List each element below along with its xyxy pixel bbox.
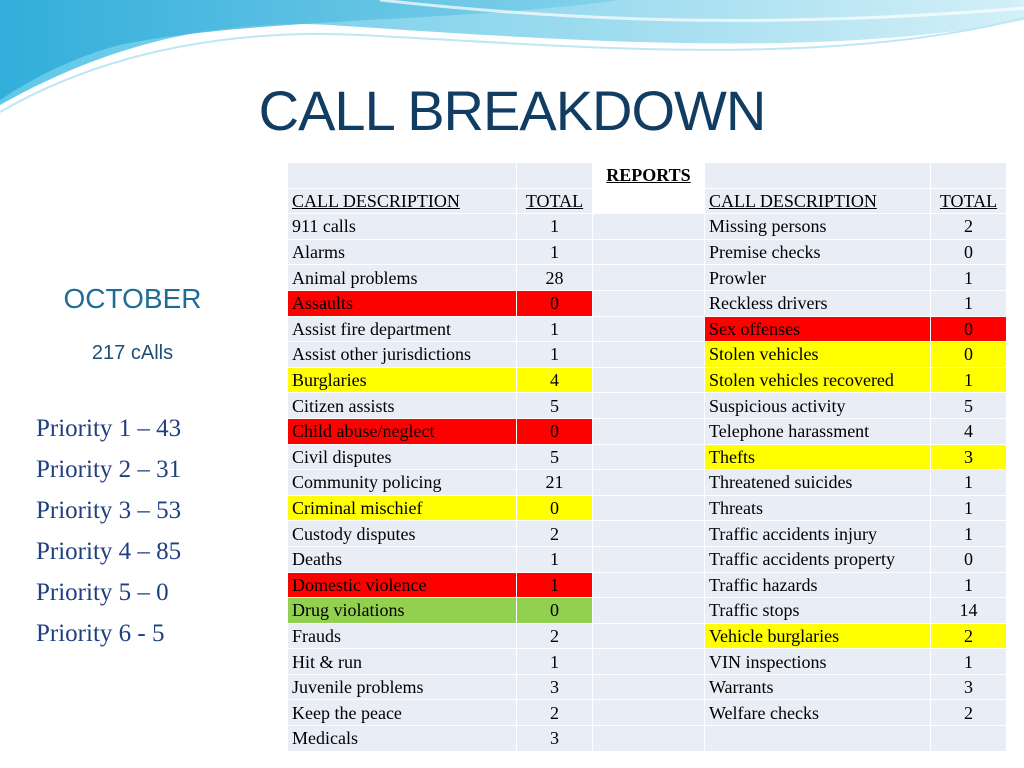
spacer-cell [593,700,705,726]
call-description-cell: Traffic hazards [705,572,931,598]
table-row [288,495,1007,521]
call-description-cell: Stolen vehicles [705,342,931,368]
call-total-cell: 0 [931,316,1007,342]
table-row [288,700,1007,726]
spacer-cell [593,623,705,649]
table-row [288,393,1007,419]
call-description-cell: Juvenile problems [288,674,517,700]
table-row [288,239,1007,265]
table-row [288,214,1007,240]
spacer-cell [593,342,705,368]
table-row [288,418,1007,444]
call-total-cell: 1 [517,214,593,240]
call-description-cell: Reckless drivers [705,290,931,316]
call-total-cell: 1 [931,265,1007,291]
call-total-cell: 2 [517,700,593,726]
table-row [288,367,1007,393]
call-description-cell: Domestic violence [288,572,517,598]
call-total-cell: 4 [931,418,1007,444]
call-total-cell: 0 [517,418,593,444]
call-description-cell: Child abuse/neglect [288,418,517,444]
call-total-cell: 2 [517,521,593,547]
call-total-cell: 2 [931,700,1007,726]
blank-cell [288,163,517,189]
spacer-cell [593,316,705,342]
call-description-cell: Threats [705,495,931,521]
call-total-cell: 2 [931,623,1007,649]
spacer-cell [593,239,705,265]
call-total-cell: 2 [517,623,593,649]
call-total-cell: 3 [517,674,593,700]
blank-cell [931,163,1007,189]
call-total-cell: 1 [931,470,1007,496]
call-description-cell: Criminal mischief [288,495,517,521]
table-row [288,444,1007,470]
call-total-cell [931,726,1007,752]
call-total-cell: 1 [931,367,1007,393]
call-description-cell: Deaths [288,546,517,572]
table-row [288,726,1007,752]
priority-item: Priority 3 – 53 [36,497,182,524]
spacer-cell [593,265,705,291]
priority-item: Priority 1 – 43 [36,415,182,442]
call-description-cell: Thefts [705,444,931,470]
spacer-cell [593,367,705,393]
table-row [288,598,1007,624]
blank-cell [517,163,593,189]
call-description-cell: Assist other jurisdictions [288,342,517,368]
table-row [288,290,1007,316]
spacer-cell [593,290,705,316]
spacer-cell [593,470,705,496]
call-description-cell: Custody disputes [288,521,517,547]
spacer-cell [593,214,705,240]
call-description-cell: Hit & run [288,649,517,675]
call-total-cell: 1 [931,649,1007,675]
call-description-cell: Threatened suicides [705,470,931,496]
call-total-cell: 3 [931,444,1007,470]
spacer-cell [593,674,705,700]
month-label: OCTOBER [63,283,202,314]
table-row [288,265,1007,291]
table-row [288,546,1007,572]
call-total-cell: 1 [517,649,593,675]
call-total-cell: 3 [931,674,1007,700]
call-description-cell: Keep the peace [288,700,517,726]
table-row [288,316,1007,342]
call-description-cell: Suspicious activity [705,393,931,419]
table-title-row [288,163,1007,189]
call-total-cell: 5 [517,444,593,470]
call-description-cell: Citizen assists [288,393,517,419]
table-row [288,521,1007,547]
call-total-cell: 1 [931,290,1007,316]
call-total-cell: 21 [517,470,593,496]
table-row [288,674,1007,700]
call-total-cell: 1 [517,316,593,342]
call-description-cell: Traffic accidents property [705,546,931,572]
call-total-cell: 1 [931,521,1007,547]
call-total-cell: 28 [517,265,593,291]
reports-heading: REPORTS [593,163,705,189]
call-total-cell: 1 [931,495,1007,521]
call-total-cell: 5 [517,393,593,419]
call-description-cell: Community policing [288,470,517,496]
spacer-cell [593,521,705,547]
spacer-cell [593,495,705,521]
call-total-cell: 2 [931,214,1007,240]
call-total-cell: 0 [931,342,1007,368]
call-total-cell: 0 [517,495,593,521]
spacer-cell [593,188,705,214]
total-calls-label: 217 cAlls [91,342,174,364]
blank-cell [705,163,931,189]
call-description-cell: Burglaries [288,367,517,393]
call-total-cell: 4 [517,367,593,393]
table-row [288,649,1007,675]
call-total-cell: 5 [931,393,1007,419]
call-description-cell: Medicals [288,726,517,752]
call-description-cell: Stolen vehicles recovered [705,367,931,393]
table-row [288,342,1007,368]
column-header-total: TOTAL [931,188,1007,214]
spacer-cell [593,546,705,572]
table-row [288,623,1007,649]
priority-item: Priority 5 – 0 [36,579,169,606]
call-total-cell: 14 [931,598,1007,624]
call-description-cell: Frauds [288,623,517,649]
spacer-cell [593,444,705,470]
column-header-description: CALL DESCRIPTION [705,188,931,214]
priority-list [36,412,181,658]
priority-item: Priority 4 – 85 [36,538,182,565]
call-description-cell: Alarms [288,239,517,265]
call-total-cell: 0 [931,239,1007,265]
call-description-cell: Traffic accidents injury [705,521,931,547]
call-total-cell: 0 [931,546,1007,572]
table-row [288,572,1007,598]
call-total-cell: 1 [517,546,593,572]
spacer-cell [593,393,705,419]
call-description-cell: 911 calls [288,214,517,240]
call-total-cell: 1 [931,572,1007,598]
call-description-cell: Drug violations [288,598,517,624]
spacer-cell [593,598,705,624]
call-description-cell: Telephone harassment [705,418,931,444]
call-description-cell: Assist fire department [288,316,517,342]
call-description-cell: Prowler [705,265,931,291]
call-description-cell: Welfare checks [705,700,931,726]
spacer-cell [593,418,705,444]
spacer-cell [593,649,705,675]
call-total-cell: 3 [517,726,593,752]
call-description-cell: VIN inspections [705,649,931,675]
call-description-cell: Traffic stops [705,598,931,624]
call-description-cell: Vehicle burglaries [705,623,931,649]
call-description-cell: Assaults [288,290,517,316]
priority-item: Priority 2 – 31 [36,456,182,483]
call-total-cell: 1 [517,572,593,598]
call-description-cell: Sex offenses [705,316,931,342]
table-header-row [288,188,1007,214]
call-breakdown-table [287,162,1007,752]
column-header-total: TOTAL [517,188,593,214]
call-description-cell: Premise checks [705,239,931,265]
call-total-cell: 0 [517,598,593,624]
call-total-cell: 1 [517,239,593,265]
call-description-cell: Warrants [705,674,931,700]
call-description-cell: Missing persons [705,214,931,240]
call-total-cell: 1 [517,342,593,368]
slide-title: CALL BREAKDOWN [258,79,766,142]
call-total-cell: 0 [517,290,593,316]
column-header-description: CALL DESCRIPTION [288,188,517,214]
spacer-cell [593,572,705,598]
call-description-cell [705,726,931,752]
call-description-cell: Civil disputes [288,444,517,470]
call-description-cell: Animal problems [288,265,517,291]
priority-item: Priority 6 - 5 [36,620,165,647]
spacer-cell [593,726,705,752]
table-row [288,470,1007,496]
